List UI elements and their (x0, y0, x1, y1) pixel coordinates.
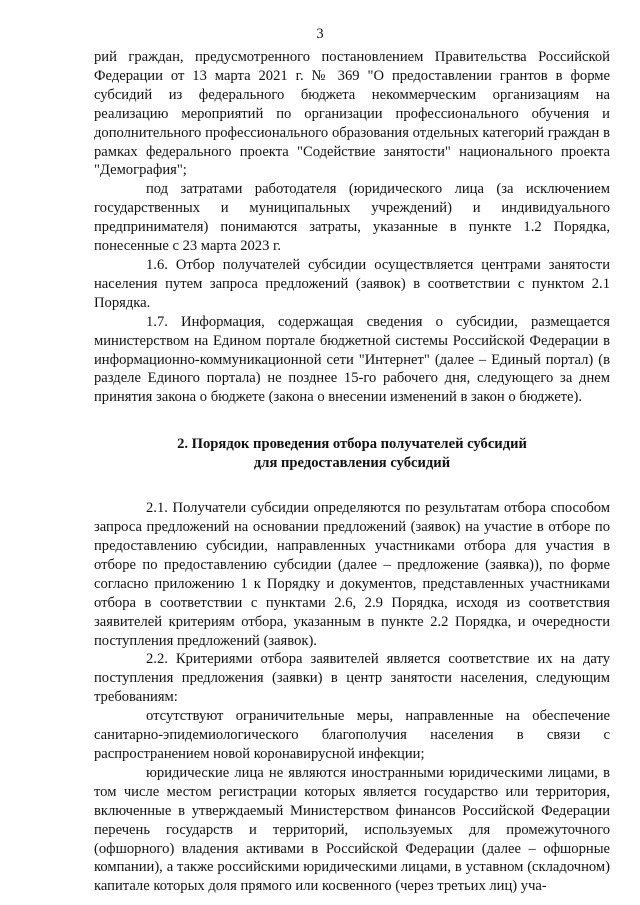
document-body (94, 48, 610, 896)
paragraph-restrictions: отсутствуют ограничительные меры, направленные на обеспечение санитарно-эпидемиологического благополучия населения в связи с распространением новой коронавирусной инфекции; (94, 708, 610, 762)
section-heading-line-2: для предоставления субсидий (253, 455, 451, 472)
paragraph-2-1: 2.1. Получатели субсидии определяются по результатам отбора способом запроса предложений на основании предложений (заявок) на участие в отборе по предоставлению субсидии, направленных участниками отбора для участия в отборе по предоставлению субсидии (далее – предложение (заявка)), по форме согласно приложению 1 к Порядку и документов, представленных участниками отбора в соответствии с пунктами 2.6, 2.9 Порядка, исходя из соответствия заявителей критериям отбора, указанным в пункте 2.2 Порядка, и очередности поступления предложений (заявок). (94, 500, 610, 649)
paragraph-continuation: рий граждан, предусмотренного постановлением Правительства Российской Федерации от 13 марта 2021 г. № 369 "О предоставлении грантов в форме субсидий из федерального бюджета некоммерческим организациям на реализацию мероприятий по организации профессионального обучения и дополнительного профессионального образования отдельных категорий граждан в рамках федерального проекта "Содействие занятости" национального проекта "Демография"; (94, 49, 610, 179)
paragraph-2-2: 2.2. Критериями отбора заявителей является соответствие их на дату поступления предложения (заявки) в центр занятости населения, следующим требованиям: (94, 651, 610, 706)
section-heading-line-1: 2. Порядок проведения отбора получателей субсидий (177, 436, 527, 453)
page-number: 3 (316, 26, 324, 42)
paragraph-1-7: 1.7. Информация, содержащая сведения о субсидии, размещается министерством на Едином портале бюджетной системы Российской Федерации в информационно-коммуникационной сети "Интернет" (далее – Единый портал) (в разделе Единого портала) не позднее 15-го рабочего дня, следующего за днем принятия закона о бюджете (закона о внесении изменений в закон о бюджете). (94, 313, 610, 406)
section-heading (94, 435, 610, 473)
paragraph-1-6: 1.6. Отбор получателей субсидии осуществляется центрами занятости населения путем запроса предложений (заявок) в соответствии с пунктом 2.1 Порядка. (94, 256, 610, 311)
paragraph-foreign-entities: юридические лица не являются иностранными юридическими лицами, в том числе местом регистрации которых является государство или территория, включенные в утверждаемый Министерством финансов Российской Федерации перечень государств и территорий, используемых для промежуточного (офшорного) владения активами в Российской Федерации (далее – офшорные компании), а также российскими юридическими лицами, в уставном (складочном) капитале которых доля прямого или косвенного (через третьих лиц) уча- (94, 764, 610, 895)
paragraph-employer-costs: под затратами работодателя (юридического лица (за исключением государственных и муниципальных учреждений) и индивидуального предпринимателя) понимаются затраты, указанные в пункте 1.2 Порядка, понесенные с 23 марта 2023 г. (94, 181, 610, 255)
